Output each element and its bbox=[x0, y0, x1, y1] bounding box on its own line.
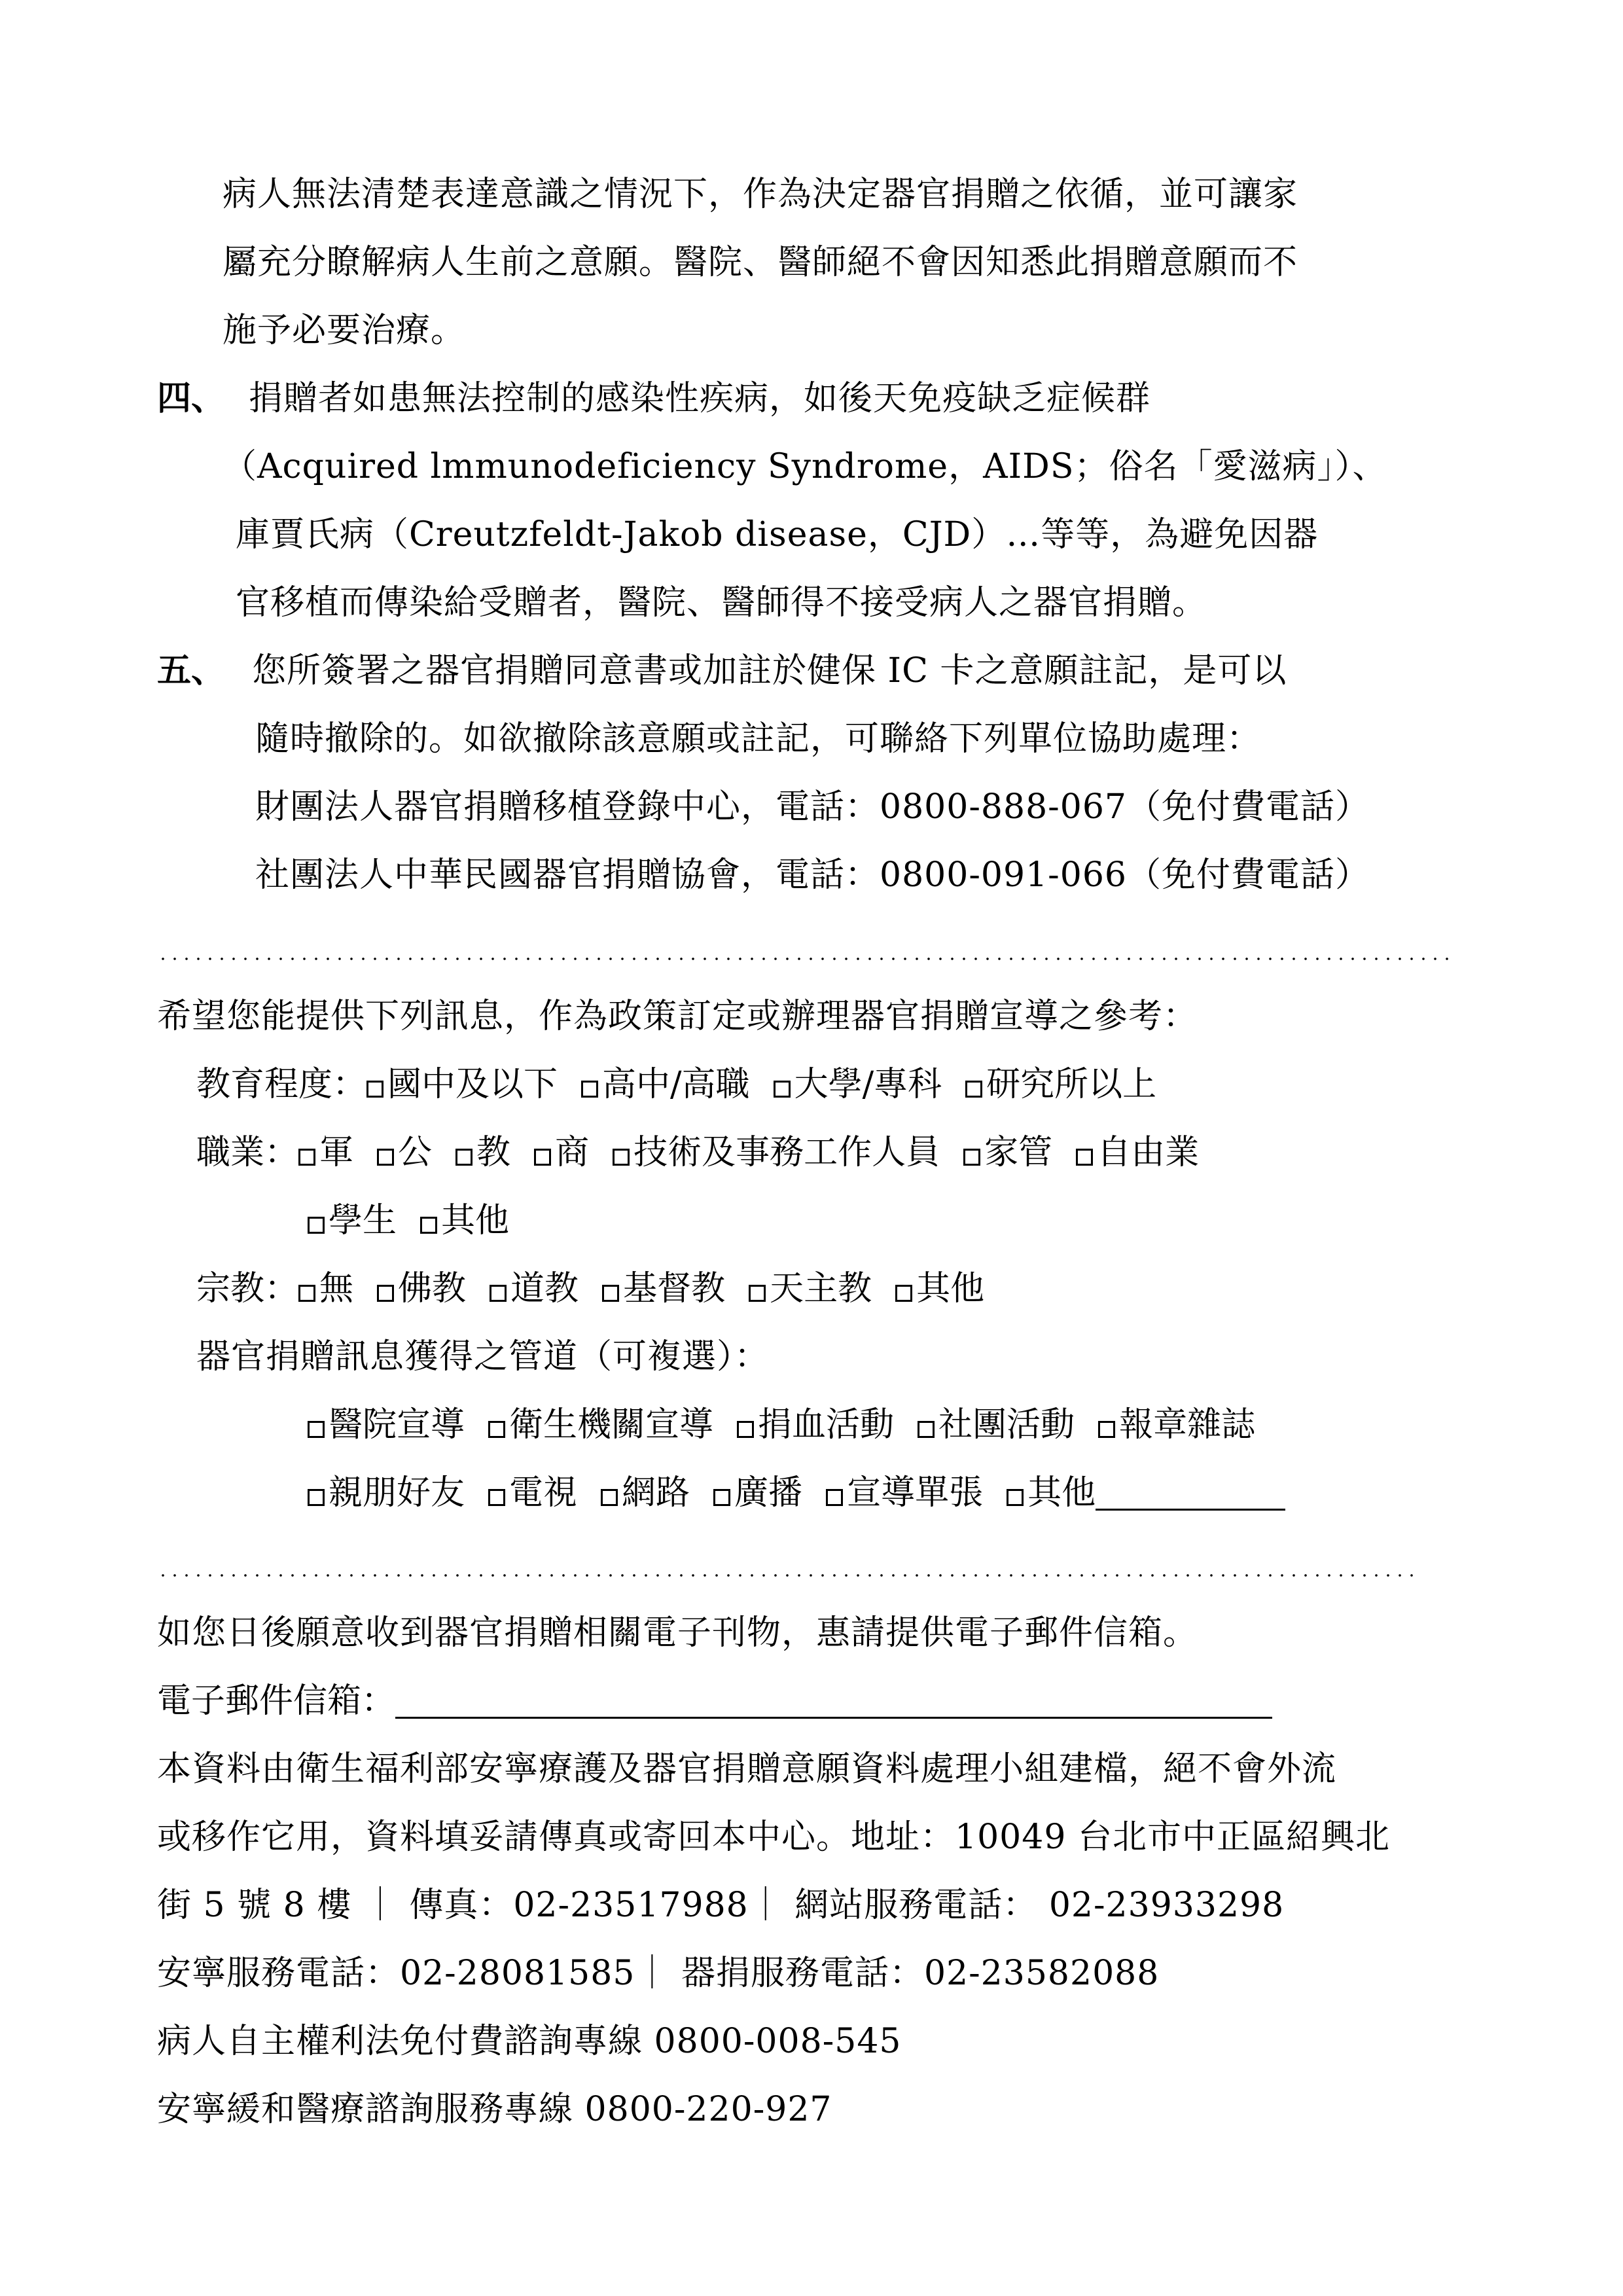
religion-option-3[interactable]: 道教 bbox=[490, 1266, 579, 1312]
checkbox-icon[interactable] bbox=[965, 1081, 982, 1098]
footer-line-3: 街 5 號 8 樓 ｜ 傳真：02-23517988｜ 網站服務電話： 02-23933298 bbox=[157, 1886, 1285, 1925]
occupation-option-4[interactable]: 商 bbox=[534, 1130, 589, 1175]
footer-line-6: 安寧緩和醫療諮詢服務專線 0800-220-927 bbox=[157, 2090, 832, 2129]
checkbox-icon[interactable] bbox=[613, 1149, 630, 1166]
checkbox-icon[interactable] bbox=[308, 1489, 325, 1506]
checkbox-icon[interactable] bbox=[377, 1149, 394, 1166]
checkbox-icon[interactable] bbox=[713, 1489, 730, 1506]
intro-line-1: 病人無法清楚表達意識之情況下，作為決定器官捐贈之依循，並可讓家 bbox=[223, 175, 1298, 214]
checkbox-icon[interactable] bbox=[581, 1081, 598, 1098]
checkbox-icon[interactable] bbox=[298, 1149, 315, 1166]
education-option-3[interactable]: 大學/專科 bbox=[774, 1062, 942, 1107]
checkbox-icon[interactable] bbox=[749, 1285, 766, 1302]
intro-line-3: 施予必要治療。 bbox=[223, 311, 466, 350]
checkbox-icon[interactable] bbox=[455, 1149, 473, 1166]
education-option-1[interactable]: 國中及以下 bbox=[366, 1062, 558, 1107]
channel-option-10[interactable]: 宣導單張 bbox=[826, 1470, 983, 1516]
item5-label: 五、 bbox=[157, 651, 226, 691]
channels-row-2 bbox=[308, 1470, 1285, 1516]
channel-option-5[interactable]: 報章雜誌 bbox=[1098, 1402, 1255, 1448]
item4-line-1: 捐贈者如患無法控制的感染性疾病，如後天免疫缺乏症候群 bbox=[249, 379, 1151, 418]
email-input[interactable] bbox=[395, 1684, 1272, 1719]
channel-other-input[interactable] bbox=[1096, 1476, 1285, 1511]
item5-line-1: 您所簽署之器官捐贈同意書或加註於健保 IC 卡之意願註記，是可以 bbox=[252, 651, 1287, 691]
checkbox-icon[interactable] bbox=[602, 1285, 619, 1302]
religion-option-6[interactable]: 其他 bbox=[895, 1266, 984, 1312]
channel-option-2[interactable]: 衛生機關宣導 bbox=[488, 1402, 713, 1448]
occupation-option-1[interactable]: 軍 bbox=[298, 1130, 353, 1175]
religion-option-4[interactable]: 基督教 bbox=[602, 1266, 725, 1312]
checkbox-icon[interactable] bbox=[420, 1217, 437, 1234]
religion-label: 宗教： bbox=[196, 1269, 299, 1308]
checkbox-icon[interactable] bbox=[601, 1489, 618, 1506]
checkbox-icon[interactable] bbox=[963, 1149, 980, 1166]
checkbox-icon[interactable] bbox=[488, 1421, 505, 1438]
channel-option-4[interactable]: 社團活動 bbox=[918, 1402, 1075, 1448]
occupation-option-9[interactable]: 其他 bbox=[420, 1198, 509, 1244]
occupation-label: 職業： bbox=[196, 1133, 299, 1172]
occupation-option-2[interactable]: 公 bbox=[377, 1130, 432, 1175]
dotted-separator-2 bbox=[157, 1573, 1414, 1577]
item4-label: 四、 bbox=[157, 378, 226, 418]
occupation-option-5[interactable]: 技術及事務工作人員 bbox=[613, 1130, 940, 1175]
channel-option-3[interactable]: 捐血活動 bbox=[737, 1402, 894, 1448]
education-label: 教育程度： bbox=[196, 1065, 367, 1104]
checkbox-icon[interactable] bbox=[308, 1421, 325, 1438]
checkbox-icon[interactable] bbox=[308, 1217, 325, 1234]
survey-intro: 希望您能提供下列訊息，作為政策訂定或辦理器官捐贈宣導之參考： bbox=[157, 997, 1198, 1036]
channels-label: 器官捐贈訊息獲得之管道（可複選）： bbox=[196, 1337, 770, 1376]
checkbox-icon[interactable] bbox=[1098, 1421, 1115, 1438]
intro-line-2: 屬充分瞭解病人生前之意願。醫院、醫師絕不會因知悉此捐贈意願而不 bbox=[223, 243, 1298, 282]
checkbox-icon[interactable] bbox=[377, 1285, 394, 1302]
item4-line-2: （Acquired lmmunodeficiency Syndrome，AIDS；俗名「愛滋病」）、 bbox=[223, 447, 1387, 486]
email-label: 電子郵件信箱： bbox=[157, 1681, 396, 1721]
item5-line-2: 隨時撤除的。如欲撤除該意願或註記，可聯絡下列單位協助處理： bbox=[255, 719, 1262, 759]
occupation-option-7[interactable]: 自由業 bbox=[1076, 1130, 1199, 1175]
checkbox-icon[interactable] bbox=[737, 1421, 754, 1438]
item4-line-3: 庫賈氏病（Creutzfeldt-Jakob disease，CJD）…等等，為避免因器 bbox=[236, 515, 1319, 554]
religion-option-5[interactable]: 天主教 bbox=[749, 1266, 872, 1312]
checkbox-icon[interactable] bbox=[826, 1489, 843, 1506]
checkbox-icon[interactable] bbox=[1076, 1149, 1093, 1166]
religion-row bbox=[196, 1266, 1008, 1312]
occupation-option-3[interactable]: 教 bbox=[455, 1130, 510, 1175]
email-row bbox=[157, 1678, 1272, 1724]
checkbox-icon[interactable] bbox=[488, 1489, 505, 1506]
religion-option-1[interactable]: 無 bbox=[298, 1266, 353, 1312]
checkbox-icon[interactable] bbox=[895, 1285, 912, 1302]
item4-line-4: 官移植而傳染給受贈者，醫院、醫師得不接受病人之器官捐贈。 bbox=[236, 583, 1207, 622]
checkbox-icon[interactable] bbox=[918, 1421, 935, 1438]
education-option-4[interactable]: 研究所以上 bbox=[965, 1062, 1156, 1107]
education-option-2[interactable]: 高中/高職 bbox=[581, 1062, 750, 1107]
footer-line-5: 病人自主權利法免付費諮詢專線 0800-008-545 bbox=[157, 2022, 902, 2061]
checkbox-icon[interactable] bbox=[774, 1081, 791, 1098]
channel-option-11[interactable]: 其他 bbox=[1007, 1470, 1285, 1516]
channel-option-7[interactable]: 電視 bbox=[488, 1470, 577, 1516]
channel-option-9[interactable]: 廣播 bbox=[713, 1470, 802, 1516]
education-row bbox=[196, 1062, 1180, 1107]
channel-option-1[interactable]: 醫院宣導 bbox=[308, 1402, 465, 1448]
channel-option-8[interactable]: 網路 bbox=[601, 1470, 690, 1516]
occupation-option-6[interactable]: 家管 bbox=[963, 1130, 1052, 1175]
channels-row-1 bbox=[308, 1402, 1279, 1448]
occupation-option-8[interactable]: 學生 bbox=[308, 1198, 397, 1244]
occupation-row-1 bbox=[196, 1130, 1222, 1175]
footer-line-1: 本資料由衛生福利部安寧療護及器官捐贈意願資料處理小組建檔，絕不會外流 bbox=[157, 1749, 1337, 1789]
checkbox-icon[interactable] bbox=[298, 1285, 315, 1302]
checkbox-icon[interactable] bbox=[490, 1285, 507, 1302]
channel-option-6[interactable]: 親朋好友 bbox=[308, 1470, 465, 1516]
item5-line-4: 社團法人中華民國器官捐贈協會，電話：0800-091-066（免付費電話） bbox=[255, 855, 1370, 895]
item5-line-3: 財團法人器官捐贈移植登錄中心，電話：0800-888-067（免付費電話） bbox=[255, 787, 1370, 827]
checkbox-icon[interactable] bbox=[1007, 1489, 1024, 1506]
footer-line-2: 或移作它用，資料填妥請傳真或寄回本中心。地址：10049 台北市中正區紹興北 bbox=[157, 1818, 1390, 1857]
occupation-row-2 bbox=[308, 1198, 533, 1244]
email-intro: 如您日後願意收到器官捐贈相關電子刊物，惠請提供電子郵件信箱。 bbox=[157, 1613, 1198, 1653]
religion-option-2[interactable]: 佛教 bbox=[377, 1266, 466, 1312]
dotted-separator-1 bbox=[157, 957, 1453, 961]
footer-line-4: 安寧服務電話：02-28081585｜ 器捐服務電話：02-23582088 bbox=[157, 1954, 1160, 1993]
checkbox-icon[interactable] bbox=[534, 1149, 551, 1166]
checkbox-icon[interactable] bbox=[366, 1081, 383, 1098]
